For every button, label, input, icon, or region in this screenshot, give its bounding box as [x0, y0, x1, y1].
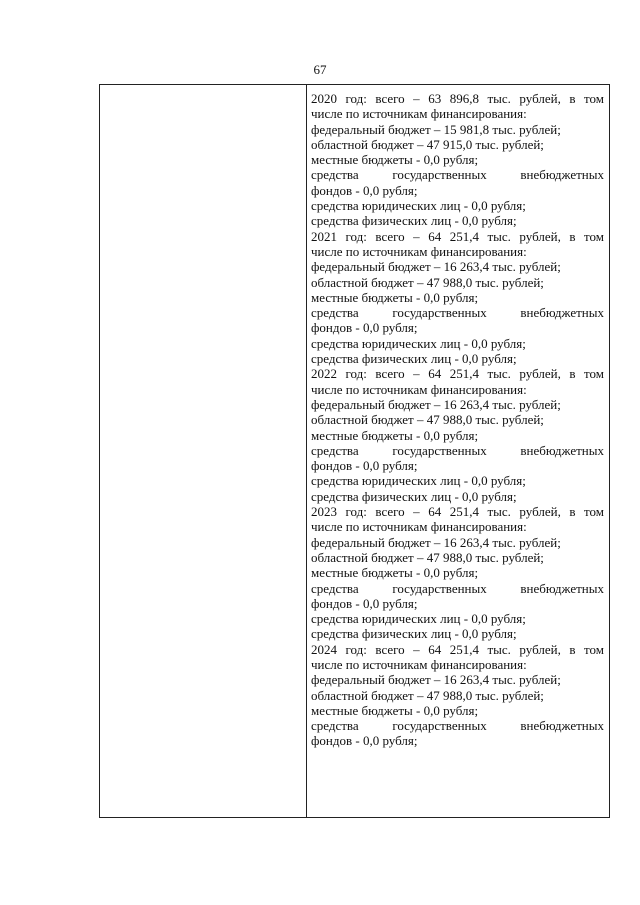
- funding-line: областной бюджет – 47 988,0 тыс. рублей;: [311, 412, 544, 428]
- funding-line: средства физических лиц - 0,0 рубля;: [311, 351, 517, 367]
- funding-line: средства физических лиц - 0,0 рубля;: [311, 213, 517, 229]
- funding-line: федеральный бюджет – 15 981,8 тыс. рублей;: [311, 121, 561, 137]
- funding-line: местные бюджеты - 0,0 рубля;: [311, 702, 479, 718]
- funding-line: федеральный бюджет – 16 263,4 тыс. рублей;: [311, 534, 561, 550]
- funding-line: местные бюджеты - 0,0 рубля;: [311, 152, 479, 168]
- funding-line: средства государственных внебюджетных: [311, 305, 604, 321]
- funding-line: федеральный бюджет – 16 263,4 тыс. рублей;: [311, 259, 561, 275]
- funding-line: федеральный бюджет – 16 263,4 тыс. рублей;: [311, 396, 561, 412]
- funding-line: 2022 год: всего – 64 251,4 тыс. рублей, в том: [311, 366, 604, 382]
- funding-line: областной бюджет – 47 915,0 тыс. рублей;: [311, 136, 544, 152]
- funding-line: 2023 год: всего – 64 251,4 тыс. рублей, в том: [311, 504, 604, 520]
- funding-line: фондов - 0,0 рубля;: [311, 458, 418, 474]
- funding-line: числе по источникам финансирования:: [311, 519, 527, 535]
- funding-line: средства государственных внебюджетных: [311, 442, 604, 458]
- funding-line: 2024 год: всего – 64 251,4 тыс. рублей, в том: [311, 641, 604, 657]
- funding-line: числе по источникам финансирования:: [311, 656, 527, 672]
- funding-line: федеральный бюджет – 16 263,4 тыс. рублей;: [311, 672, 561, 688]
- funding-line: средства юридических лиц - 0,0 рубля;: [311, 473, 526, 489]
- funding-line: числе по источникам финансирования:: [311, 381, 527, 397]
- funding-line: областной бюджет – 47 988,0 тыс. рублей;: [311, 687, 544, 703]
- funding-line: фондов - 0,0 рубля;: [311, 595, 418, 611]
- funding-line: средства физических лиц - 0,0 рубля;: [311, 488, 517, 504]
- funding-line: фондов - 0,0 рубля;: [311, 182, 418, 198]
- funding-line: местные бюджеты - 0,0 рубля;: [311, 565, 479, 581]
- funding-line: областной бюджет – 47 988,0 тыс. рублей;: [311, 549, 544, 565]
- funding-line: средства физических лиц - 0,0 рубля;: [311, 626, 517, 642]
- funding-line: средства государственных внебюджетных: [311, 580, 604, 596]
- page-number: 67: [313, 62, 327, 77]
- table-left-cell-empty: [100, 85, 307, 817]
- funding-line: средства государственных внебюджетных: [311, 167, 604, 183]
- funding-line: областной бюджет – 47 988,0 тыс. рублей;: [311, 274, 544, 290]
- funding-line: фондов - 0,0 рубля;: [311, 733, 418, 749]
- funding-line: числе по источникам финансирования:: [311, 106, 527, 122]
- funding-line: местные бюджеты - 0,0 рубля;: [311, 427, 479, 443]
- funding-line: средства юридических лиц - 0,0 рубля;: [311, 611, 526, 627]
- funding-sources-cell: [311, 91, 604, 749]
- funding-line: средства юридических лиц - 0,0 рубля;: [311, 335, 526, 351]
- funding-line: числе по источникам финансирования:: [311, 243, 527, 259]
- funding-line: 2021 год: всего – 64 251,4 тыс. рублей, в том: [311, 228, 604, 244]
- funding-line: местные бюджеты - 0,0 рубля;: [311, 289, 479, 305]
- funding-line: 2020 год: всего – 63 896,8 тыс. рублей, в том: [311, 91, 604, 106]
- funding-line: средства юридических лиц - 0,0 рубля;: [311, 198, 526, 214]
- funding-table: [99, 84, 610, 818]
- funding-line: средства государственных внебюджетных: [311, 718, 604, 734]
- funding-line: фондов - 0,0 рубля;: [311, 320, 418, 336]
